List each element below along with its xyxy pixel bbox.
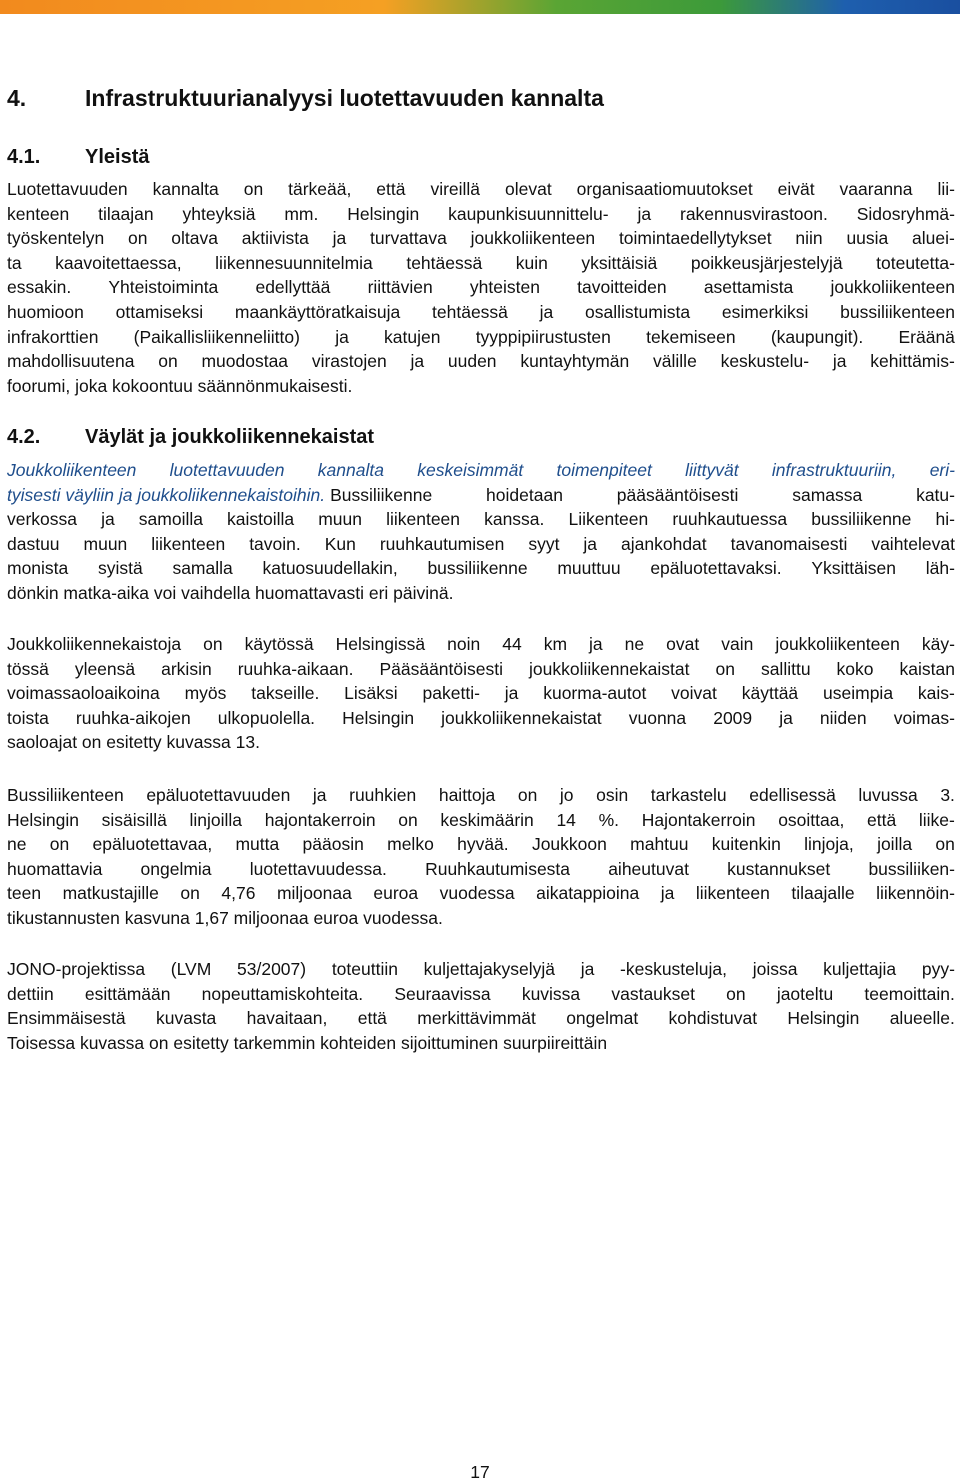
- text-line: Helsingin sisäisillä linjoilla hajontakerroin on keskimäärin 14 %. Hajontakerroin osoittaa, että liike-: [7, 809, 955, 830]
- text-line: JONO-projektissa (LVM 53/2007) toteuttiin kuljettajakyselyjä ja -keskusteluja, joissa kuljettajia pyy-: [7, 959, 955, 979]
- body-text: Bussiliikenne hoidetaan pääsääntöisesti samassa katu-: [330, 484, 955, 505]
- text-line: dönkin matka-aika voi vaihdella huomattavasti eri päivinä.: [7, 582, 454, 603]
- highlighted-text: tyisesti väyliin ja joukkoliikennekaistoihin.: [7, 484, 326, 505]
- section-4-2-heading: [7, 426, 374, 449]
- text-line: Luotettavuuden kannalta on tärkeää, että vireillä olevat organisaatiomuutokset eivät vaaranna lii-: [7, 179, 955, 199]
- text-line: työskentelyn on oltava aktiivista ja turvattava joukkoliikenteen toimintaedellytykset niin uusia aluei-: [7, 228, 955, 249]
- section-4-1-heading: [7, 146, 149, 169]
- section-4-heading: [7, 85, 604, 112]
- text-line: huomattavia ongelmia luotettavuudessa. Ruuhkautumisesta aiheutuvat kustannukset bussiliiken-: [7, 858, 955, 879]
- text-line: saoloajat on esitetty kuvassa 13.: [7, 732, 260, 753]
- text-line: voimassaoloaikoina myös takseille. Lisäksi paketti- ja kuorma-autot voivat käyttää useimpia kais-: [7, 683, 955, 704]
- paragraph-general: [7, 177, 955, 398]
- text-line: essakin. Yhteistoiminta edellyttää riittävien yhteisten tavoitteiden asettamista joukkoliikenteen: [7, 277, 955, 298]
- section-number: 4.2.: [7, 426, 41, 448]
- page-number: 17: [470, 1462, 490, 1482]
- text-line: ne on epäluotettavaa, mutta pääosin melko hyvää. Joukkoon mahtuu kuitenkin linjoja, joilla on: [7, 834, 955, 855]
- text-line: monista syistä samalla katuosuudellakin, bussiliikenne muuttuu epäluotettavaksi. Yksittäisen läh-: [7, 558, 955, 579]
- text-line: toista ruuhka-aikojen ulkopuolella. Helsingin joukkoliikennekaistat vuonna 2009 ja niiden voimas-: [7, 707, 955, 728]
- paragraph-jono-project: [7, 957, 955, 1055]
- section-title: Infrastruktuurianalyysi luotettavuuden kannalta: [85, 85, 604, 111]
- text-line: tössä yleensä arkisin ruuhka-aikaan. Pääsääntöisesti joukkoliikennekaistat on sallittu koko kaistan: [7, 658, 955, 679]
- paragraph-lanes: [7, 458, 955, 606]
- text-line: dastuu muun liikenteen tavoin. Kun ruuhkautumisen syyt ja ajankohdat tavanomaisesti vaihtelevat: [7, 533, 955, 554]
- text-line: infrakorttien (Paikallisliikenneliitto) ja katujen tyyppipiirustusten tekemiseen (kaupungit). Eräänä: [7, 326, 955, 347]
- text-line: kenteen tilaajan yhteyksiä mm. Helsingin kaupunkisuunnittelu- ja rakennusvirastoon. Sidosryhmä-: [7, 203, 955, 224]
- text-line: teen matkustajille on 4,76 miljoonaa euroa vuodessa aikatappioina ja liikenteen tilaajalle liikennöin-: [7, 883, 955, 904]
- section-number: 4.: [7, 85, 27, 111]
- highlighted-text-line: Joukkoliikenteen luotettavuuden kannalta keskeisimmät toimenpiteet liittyvät infrastruktuuriin, eri-: [7, 460, 955, 480]
- text-line: verkossa ja samoilla kaistoilla muun liikenteen kanssa. Liikenteen ruuhkautuessa bussiliikenne hi-: [7, 509, 955, 530]
- text-line: ta kaavoitettaessa, liikennesuunnitelmia tehtäessä kuin yksittäisiä poikkeusjärjestelyjä toteutetta-: [7, 252, 955, 273]
- text-line: Toisessa kuvassa on esitetty tarkemmin kohteiden sijoittuminen suurpiireittäin: [7, 1032, 608, 1053]
- text-line: Joukkoliikennekaistoja on käytössä Helsingissä noin 44 km ja ne ovat vain joukkoliikenteen käy-: [7, 634, 955, 654]
- text-line: dettiin esittämään nopeuttamiskohteita. Seuraavissa kuvissa vastaukset on jaoteltu teemoittain.: [7, 983, 955, 1004]
- section-title: Yleistä: [85, 146, 150, 168]
- paragraph-unreliability: [7, 783, 955, 931]
- text-line: tikustannusten kasvuna 1,67 miljoonaa euroa vuodessa.: [7, 907, 443, 928]
- paragraph-bus-lanes-helsinki: [7, 632, 955, 755]
- section-title: Väylät ja joukkoliikennekaistat: [85, 426, 375, 448]
- text-line: foorumi, joka kokoontuu säännönmukaisesti.: [7, 375, 353, 396]
- section-number: 4.1.: [7, 146, 41, 168]
- text-line: mahdollisuutena on muodostaa virastojen ja uuden kuntayhtymän välille keskustelu- ja kehittämis-: [7, 351, 955, 372]
- text-line: Ensimmäisestä kuvasta havaitaan, että merkittävimmät ongelmat kohdistuvat Helsingin alueelle.: [7, 1008, 955, 1029]
- mixed-text-line: [7, 483, 955, 508]
- text-line: Bussiliikenteen epäluotettavuuden ja ruuhkien haittoja on jo osin tarkastelu edellisessä luvussa 3.: [7, 785, 955, 805]
- text-line: huomioon ottamiseksi maankäyttöratkaisuja tehtäessä ja osallistumista esimerkiksi bussiliikenteen: [7, 301, 955, 322]
